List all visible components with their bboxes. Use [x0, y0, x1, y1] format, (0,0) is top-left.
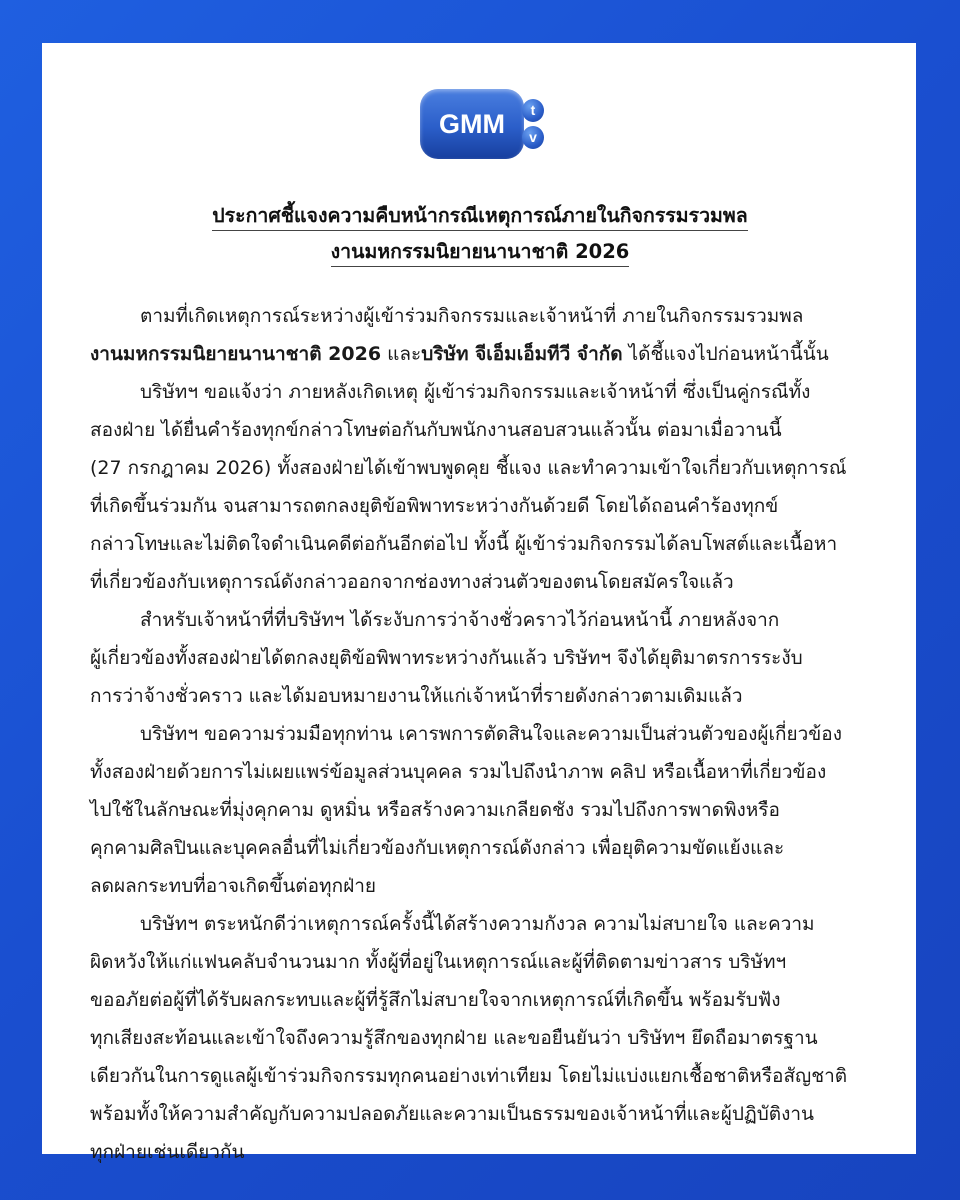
body-line: กล่าวโทษและไม่ติดใจดำเนินคดีต่อกันอีกต่อไป ทั้งนี้ ผู้เข้าร่วมกิจกรรมได้ลบโพสต์และเนื้อหา	[90, 533, 838, 555]
body-line: เดียวกันในการดูแลผู้เข้าร่วมกิจกรรมทุกคนอย่างเท่าเทียม โดยไม่แบ่งแยกเชื้อชาติหรือสัญชาติ	[90, 1065, 848, 1087]
body-line: สองฝ่าย ได้ยื่นคำร้องทุกข์กล่าวโทษต่อกันกับพนักงานสอบสวนแล้วนั้น ต่อมาเมื่อวานนี้	[90, 419, 782, 441]
logo-tv-t: t	[522, 99, 544, 122]
body-line: ทุกเสียงสะท้อนและเข้าใจถึงความรู้สึกของทุกฝ่าย และขอยืนยันว่า บริษัทฯ ยึดถือมาตรฐาน	[90, 1027, 818, 1049]
logo-tv-v: v	[522, 126, 544, 149]
body-line: การว่าจ้างชั่วคราว และได้มอบหมายงานให้แก่เจ้าหน้าที่รายดังกล่าวตามเดิมแล้ว	[90, 685, 743, 707]
body-line: ที่เกิดขึ้นร่วมกัน จนสามารถตกลงยุติข้อพิพาทระหว่างกันด้วยดี โดยได้ถอนคำร้องทุกข์	[90, 495, 779, 517]
body-line: ตามที่เกิดเหตุการณ์ระหว่างผู้เข้าร่วมกิจกรรมและเจ้าหน้าที่ ภายในกิจกรรมรวมพล	[140, 305, 804, 327]
body-line: พร้อมทั้งให้ความสำคัญกับความปลอดภัยและความเป็นธรรมของเจ้าหน้าที่และผู้ปฏิบัติงาน	[90, 1103, 815, 1125]
body-line: คุกคามศิลปินและบุคคลอื่นที่ไม่เกี่ยวข้องกับเหตุการณ์ดังกล่าว เพื่อยุติความขัดแย้งและ	[90, 837, 785, 859]
body-line: บริษัทฯ ขอแจ้งว่า ภายหลังเกิดเหตุ ผู้เข้าร่วมกิจกรรมและเจ้าหน้าที่ ซึ่งเป็นคู่กรณีทั้ง	[140, 381, 811, 403]
body-line: ผิดหวังให้แก่แฟนคลับจำนวนมาก ทั้งผู้ที่อยู่ในเหตุการณ์และผู้ที่ติดตามข่าวสาร บริษัทฯ	[90, 951, 787, 973]
logo-tv-badge	[522, 99, 544, 149]
body-line: ทุกฝ่ายเช่นเดียวกัน	[90, 1141, 245, 1163]
company-name: บริษัท จีเอ็มเอ็มทีวี จำกัด	[421, 343, 623, 365]
body-line: ผู้เกี่ยวข้องทั้งสองฝ่ายได้ตกลงยุติข้อพิพาทระหว่างกันแล้ว บริษัทฯ จึงได้ยุติมาตรการระงับ	[90, 647, 803, 669]
body-line: ขออภัยต่อผู้ที่ได้รับผลกระทบและผู้ที่รู้สึกไม่สบายใจจากเหตุการณ์ที่เกิดขึ้น พร้อมรับฟัง	[90, 989, 781, 1011]
body-line: ลดผลกระทบที่อาจเกิดขึ้นต่อทุกฝ่าย	[90, 875, 377, 897]
body-line: สำหรับเจ้าหน้าที่ที่บริษัทฯ ได้ระงับการว่าจ้างชั่วคราวไว้ก่อนหน้านี้ ภายหลังจาก	[140, 609, 780, 631]
title-line-1: ประกาศชี้แจงความคืบหน้ากรณีเหตุการณ์ภายในกิจกรรมรวมพล	[0, 200, 960, 231]
body-line: บริษัทฯ ตระหนักดีว่าเหตุการณ์ครั้งนี้ได้สร้างความกังวล ความไม่สบายใจ และความ	[140, 913, 815, 935]
body-line: ที่เกี่ยวข้องกับเหตุการณ์ดังกล่าวออกจากช่องทางส่วนตัวของตนโดยสมัครใจแล้ว	[90, 571, 734, 593]
body-line: บริษัทฯ ขอความร่วมมือทุกท่าน เคารพการตัดสินใจและความเป็นส่วนตัวของผู้เกี่ยวข้อง	[140, 723, 842, 745]
event-name: งานมหกรรมนิยายนานาชาติ 2026	[90, 343, 382, 365]
body-line: ทั้งสองฝ่ายด้วยการไม่เผยแพร่ข้อมูลส่วนบุคคล รวมไปถึงนำภาพ คลิป หรือเนื้อหาที่เกี่ยวข้อง	[90, 761, 827, 783]
body-line: ไปใช้ในลักษณะที่มุ่งคุกคาม ดูหมิ่น หรือสร้างความเกลียดชัง รวมไปถึงการพาดพิงหรือ	[90, 799, 780, 821]
logo-wordmark: GMM	[420, 89, 524, 159]
body-line: (27 กรกฎาคม 2026) ทั้งสองฝ่ายได้เข้าพบพูดคุย ชี้แจง และทำความเข้าใจเกี่ยวกับเหตุการณ์	[90, 457, 847, 479]
gmm-tv-logo	[420, 89, 546, 159]
title-line-2: งานมหกรรมนิยายนานาชาติ 2026	[0, 236, 960, 267]
body-line: งานมหกรรมนิยายนานาชาติ 2026 และบริษัท จีเอ็มเอ็มทีวี จำกัด ได้ชี้แจงไปก่อนหน้านี้นั้น	[90, 343, 829, 365]
